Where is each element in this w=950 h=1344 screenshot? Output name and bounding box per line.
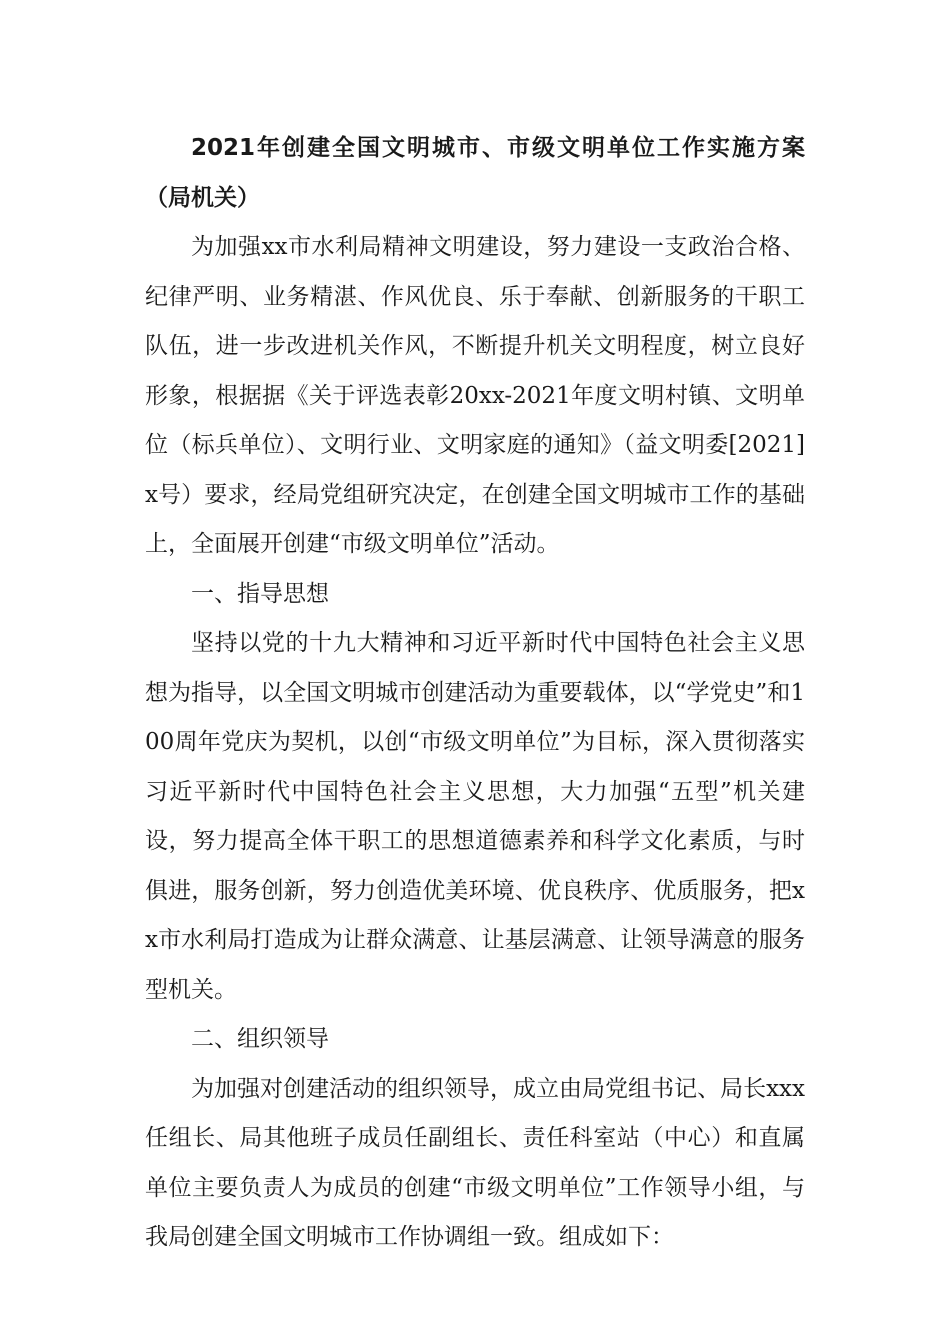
section-heading-organization-leadership: 二、组织领导	[191, 1026, 329, 1052]
intro-paragraph: 为加强xx市水利局精神文明建设，努力建设一支政治合格、纪律严明、业务精湛、作风优良、乐于奉献、创新服务的干职工队伍，进一步改进机关作风，不断提升机关文明程度，树立良好形象，根据据《关于评选表彰20xx-2021年度文明村镇、文明单位（标兵单位）、文明行业、文明家庭的通知》（益文明委[2021]x号）要求，经局党组研究决定，在创建全国文明城市工作的基础上，全面展开创建“市级文明单位”活动。	[145, 234, 805, 557]
document-title: 2021年创建全国文明城市、市级文明单位工作实施方案（局机关）	[145, 135, 805, 211]
organization-leadership-paragraph: 为加强对创建活动的组织领导，成立由局党组书记、局长xxx任组长、局其他班子成员任副组长、责任科室站（中心）和直属单位主要负责人为成员的创建“市级文明单位”工作领导小组，与我局创建全国文明城市工作协调组一致。组成如下：	[145, 1075, 805, 1250]
document-body	[145, 124, 805, 1263]
section-heading-guiding-ideology: 一、指导思想	[191, 580, 329, 607]
guiding-ideology-paragraph: 坚持以党的十九大精神和习近平新时代中国特色社会主义思想为指导，以全国文明城市创建活动为重要载体，以“学党史”和100周年党庆为契机，以创“市级文明单位”为目标，深入贯彻落实习近平新时代中国特色社会主义思想，大力加强“五型”机关建设，努力提高全体干职工的思想道德素养和科学文化素质，与时俱进，服务创新，努力创造优美环境、优良秩序、优质服务，把xx市水利局打造成为让群众满意、让基层满意、让领导满意的服务型机关。	[145, 630, 805, 1003]
